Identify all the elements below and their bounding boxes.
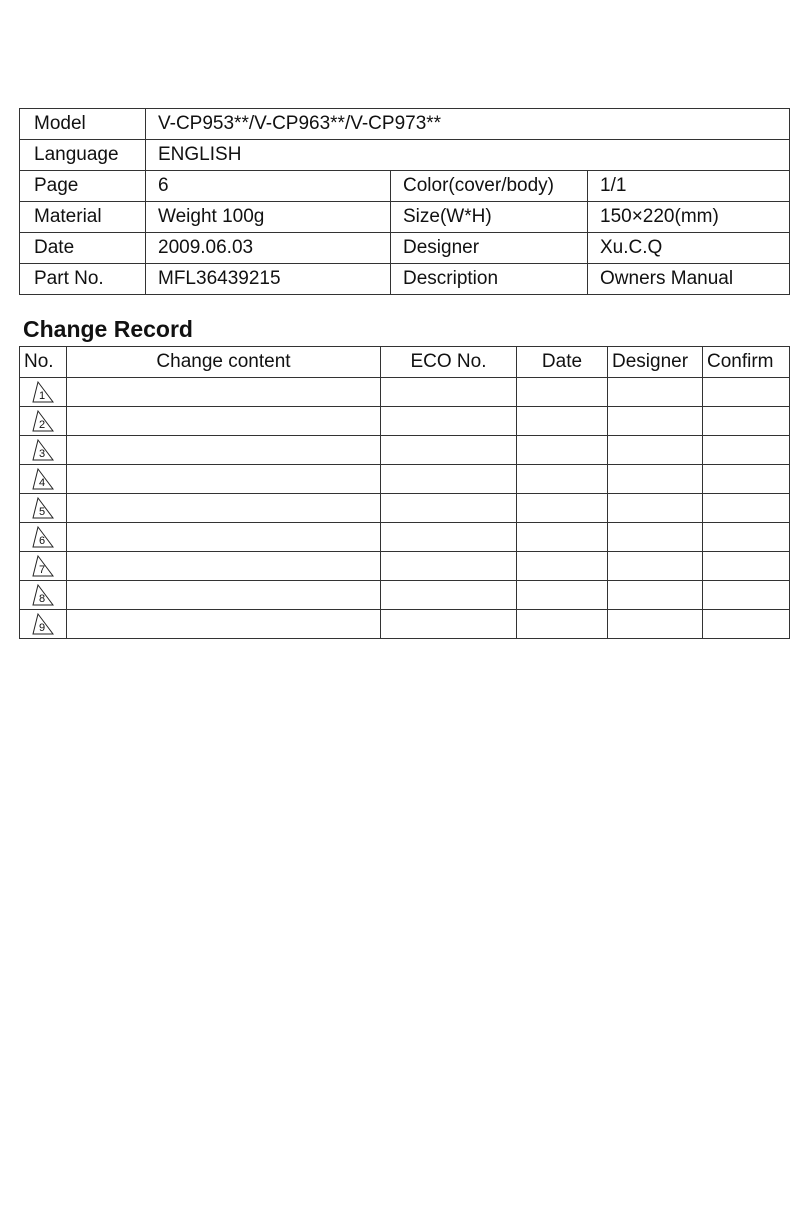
designer-cell (608, 523, 703, 552)
revision-triangle-icon (31, 381, 55, 403)
date-cell (517, 610, 608, 639)
revision-number-cell (20, 407, 67, 436)
change-record-row (20, 465, 790, 494)
eco-no-cell (381, 494, 517, 523)
designer-cell (608, 581, 703, 610)
eco-no-cell (381, 378, 517, 407)
size-value: 150×220(mm) (588, 202, 790, 233)
revision-number-cell (20, 465, 67, 494)
header-designer: Designer (608, 347, 703, 378)
eco-no-cell (381, 610, 517, 639)
date-cell (517, 436, 608, 465)
change-record-row (20, 552, 790, 581)
revision-number: 5 (38, 506, 46, 518)
revision-triangle-icon (31, 555, 55, 577)
spec-row-model (20, 109, 790, 140)
change-content-cell (67, 523, 381, 552)
designer-cell (608, 407, 703, 436)
designer-cell (608, 436, 703, 465)
date-cell (517, 494, 608, 523)
color-label: Color(cover/body) (391, 171, 588, 202)
spec-row-material (20, 202, 790, 233)
change-content-cell (67, 436, 381, 465)
date-cell (517, 407, 608, 436)
change-record-row (20, 610, 790, 639)
revision-number: 9 (38, 622, 46, 634)
material-label: Material (20, 202, 146, 233)
change-record-title: Change Record (23, 316, 193, 342)
confirm-cell (703, 407, 790, 436)
revision-number-cell (20, 552, 67, 581)
change-record-row (20, 581, 790, 610)
confirm-cell (703, 436, 790, 465)
eco-no-cell (381, 465, 517, 494)
header-date: Date (517, 347, 608, 378)
revision-number-cell (20, 494, 67, 523)
designer-cell (608, 465, 703, 494)
revision-triangle-icon (31, 439, 55, 461)
change-content-cell (67, 552, 381, 581)
model-value: V-CP953**/V-CP963**/V-CP973** (146, 109, 790, 140)
spec-row-partno (20, 264, 790, 295)
revision-number: 7 (38, 564, 46, 576)
designer-cell (608, 552, 703, 581)
change-content-cell (67, 378, 381, 407)
revision-number: 3 (38, 448, 46, 460)
revision-triangle-icon (31, 410, 55, 432)
eco-no-cell (381, 436, 517, 465)
change-record-table (19, 346, 790, 639)
revision-triangle-icon (31, 526, 55, 548)
revision-number-cell (20, 436, 67, 465)
eco-no-cell (381, 552, 517, 581)
material-value: Weight 100g (146, 202, 391, 233)
color-value: 1/1 (588, 171, 790, 202)
change-record-header-row (20, 347, 790, 378)
designer-cell (608, 494, 703, 523)
eco-no-cell (381, 523, 517, 552)
revision-number-cell (20, 610, 67, 639)
spec-row-page (20, 171, 790, 202)
confirm-cell (703, 581, 790, 610)
revision-number-cell (20, 523, 67, 552)
date-cell (517, 378, 608, 407)
language-label: Language (20, 140, 146, 171)
revision-number-cell (20, 378, 67, 407)
confirm-cell (703, 610, 790, 639)
header-change-content: Change content (67, 347, 381, 378)
change-content-cell (67, 407, 381, 436)
change-content-cell (67, 581, 381, 610)
revision-number: 4 (38, 477, 46, 489)
change-record-row (20, 436, 790, 465)
change-record-row (20, 494, 790, 523)
revision-number: 2 (38, 419, 46, 431)
revision-number: 8 (38, 593, 46, 605)
page-label: Page (20, 171, 146, 202)
header-no: No. (20, 347, 67, 378)
description-label: Description (391, 264, 588, 295)
header-confirm: Confirm (703, 347, 790, 378)
description-value: Owners Manual (588, 264, 790, 295)
designer-cell (608, 378, 703, 407)
confirm-cell (703, 465, 790, 494)
model-label: Model (20, 109, 146, 140)
change-record-row (20, 523, 790, 552)
partno-value: MFL36439215 (146, 264, 391, 295)
designer-cell (608, 610, 703, 639)
revision-triangle-icon (31, 468, 55, 490)
revision-triangle-icon (31, 584, 55, 606)
confirm-cell (703, 494, 790, 523)
change-content-cell (67, 494, 381, 523)
designer-value: Xu.C.Q (588, 233, 790, 264)
confirm-cell (703, 378, 790, 407)
date-cell (517, 552, 608, 581)
designer-label: Designer (391, 233, 588, 264)
change-content-cell (67, 610, 381, 639)
revision-triangle-icon (31, 613, 55, 635)
date-label: Date (20, 233, 146, 264)
revision-number-cell (20, 581, 67, 610)
date-value: 2009.06.03 (146, 233, 391, 264)
size-label: Size(W*H) (391, 202, 588, 233)
change-content-cell (67, 465, 381, 494)
spec-row-date (20, 233, 790, 264)
partno-label: Part No. (20, 264, 146, 295)
page-value: 6 (146, 171, 391, 202)
change-record-row (20, 407, 790, 436)
revision-number: 6 (38, 535, 46, 547)
spec-row-language (20, 140, 790, 171)
spec-table (19, 108, 790, 295)
language-value: ENGLISH (146, 140, 790, 171)
revision-triangle-icon (31, 497, 55, 519)
eco-no-cell (381, 581, 517, 610)
change-record-row (20, 378, 790, 407)
revision-number: 1 (38, 390, 46, 402)
date-cell (517, 581, 608, 610)
date-cell (517, 465, 608, 494)
date-cell (517, 523, 608, 552)
confirm-cell (703, 552, 790, 581)
header-eco-no: ECO No. (381, 347, 517, 378)
eco-no-cell (381, 407, 517, 436)
confirm-cell (703, 523, 790, 552)
